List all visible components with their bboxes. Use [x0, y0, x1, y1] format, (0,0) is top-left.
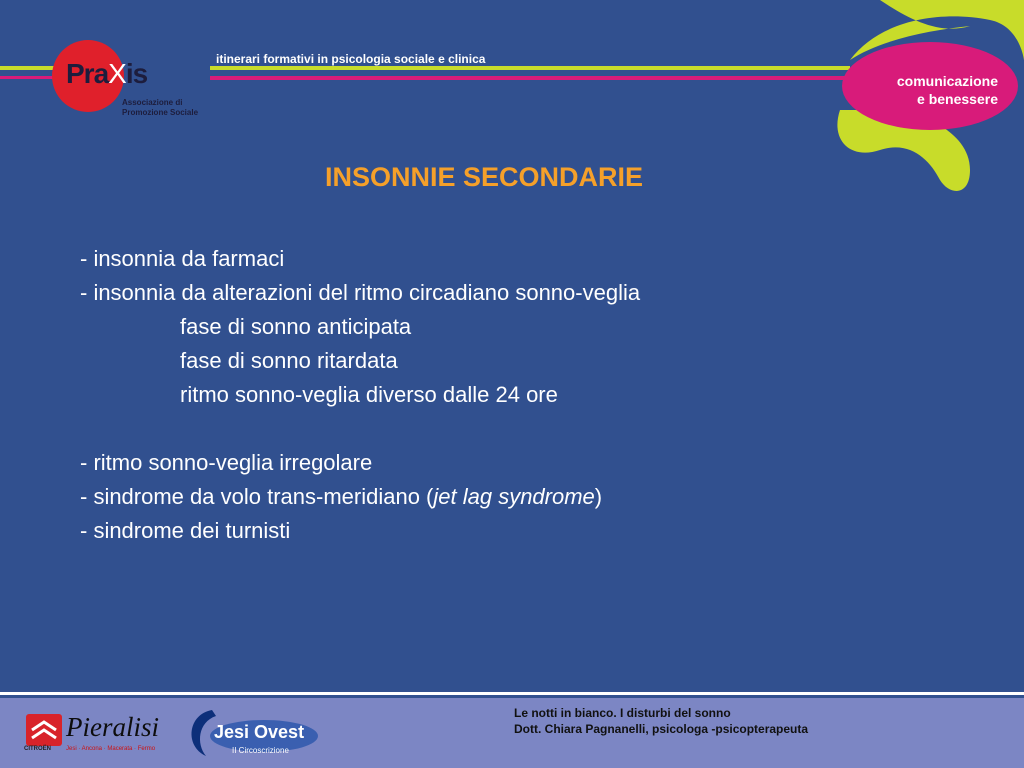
- logo-part-is: is: [125, 58, 148, 89]
- bullet-text-end: ): [594, 484, 603, 509]
- bullet-line: - insonnia da alterazioni del ritmo circadiano sonno-veglia: [80, 280, 641, 305]
- bullet-line: - insonnia da farmaci: [80, 246, 285, 271]
- bullet-line: [80, 480, 640, 514]
- bullet-text: - sindrome da volo trans-meridiano (: [80, 484, 434, 509]
- praxis-logo: [66, 58, 147, 90]
- brand-text: [842, 72, 998, 108]
- brand-line-2: e benessere: [917, 91, 998, 107]
- jesi-ovest-name: Jesi Ovest: [214, 722, 305, 742]
- sub-bullet-line: fase di sonno ritardata: [180, 348, 398, 373]
- italic-term: jet lag syndrome: [433, 484, 595, 509]
- logo-part-x: X: [108, 58, 126, 89]
- footer-line-2: Dott. Chiara Pagnanelli, psicologa -psicopterapeuta: [514, 722, 809, 736]
- jesi-ovest-subtitle: II Circoscrizione: [232, 746, 289, 755]
- bullet-line: - ritmo sonno-veglia irregolare: [80, 450, 373, 475]
- citroen-label: CITROËN: [24, 746, 51, 752]
- footer-divider: [0, 692, 1024, 695]
- bullet-line: - sindrome dei turnisti: [80, 518, 291, 543]
- logo-part-pra: Pra: [66, 58, 109, 89]
- footer-credits: [514, 705, 808, 737]
- header-title: itinerari formativi in psicologia sociale e clinica: [216, 52, 486, 66]
- logo-subtitle: Associazione di Promozione Sociale: [122, 98, 199, 117]
- sub-bullet-line: fase di sonno anticipata: [180, 314, 412, 339]
- slide-title: INSONNIE SECONDARIE: [324, 162, 644, 192]
- pieralisi-logo: Pieralisi: [66, 712, 159, 742]
- sub-bullet-line: ritmo sonno-veglia diverso dalle 24 ore: [180, 382, 558, 407]
- slide-content: [80, 242, 640, 548]
- spacer: [80, 412, 640, 446]
- footer-line-1: Le notti in bianco. I disturbi del sonno: [514, 706, 731, 720]
- pieralisi-subtitle: Jesi · Ancona · Macerata · Fermo: [66, 746, 156, 752]
- brand-line-1: comunicazione: [896, 73, 998, 89]
